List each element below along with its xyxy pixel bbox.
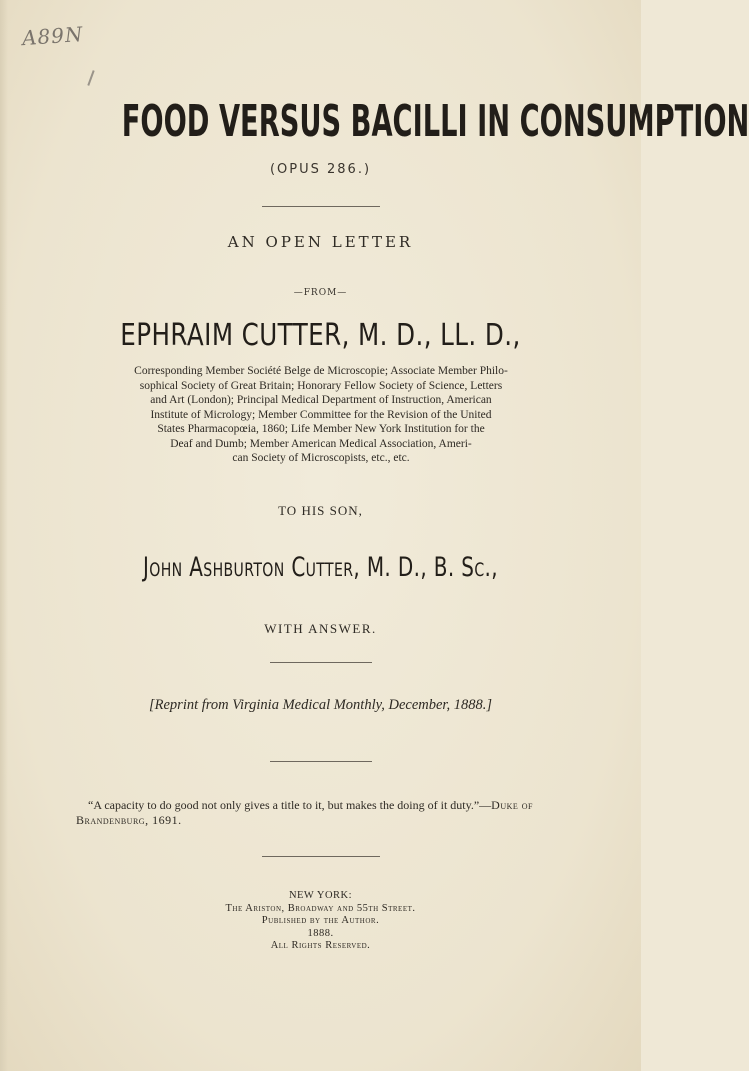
credentials-line: can Society of Microscopists, etc., etc.: [232, 452, 410, 464]
imprint-city: NEW YORK:: [288, 890, 353, 901]
credentials-line: sophical Society of Great Britain; Honorary Fellow Society of Science, Letters: [139, 379, 503, 392]
to-his-son-label: TO HIS SON,: [278, 503, 363, 518]
reprint-note: [Reprint from Virginia Medical Monthly, December, 1888.]: [149, 697, 492, 713]
recipient-name: John Ashburton Cutter, M. D., B. Sc.,: [143, 552, 498, 583]
author-credentials: [108, 364, 534, 466]
imprint-year: 1888.: [307, 927, 334, 939]
subtitle-open-letter: AN OPEN LETTER: [227, 233, 414, 251]
epigraph-quote: [76, 798, 566, 828]
opus-number: (OPUS 286.): [269, 162, 372, 177]
credentials-line: Institute of Micrology; Member Committee for the Revision of the United: [150, 408, 492, 421]
book-title: FOOD VERSUS BACILLI IN CONSUMPTION: [121, 96, 749, 147]
credentials-line: Corresponding Member Société Belge de Microscopie; Associate Member Philo-: [134, 365, 508, 377]
imprint-publisher: Published by the Author.: [261, 915, 380, 926]
handwritten-call-number: A89N: [21, 21, 85, 51]
divider-rule-4: [262, 856, 380, 857]
from-label: —FROM—: [293, 288, 348, 298]
credentials-line: States Pharmacopœia, 1860; Life Member New York Institution for the: [157, 423, 485, 435]
imprint-block: [0, 890, 641, 953]
with-answer-label: WITH ANSWER.: [264, 621, 377, 636]
divider-rule-3: [270, 761, 372, 762]
imprint-rights: All Rights Reserved.: [270, 940, 371, 951]
credentials-line: and Art (London); Principal Medical Department of Instruction, American: [150, 394, 492, 406]
credentials-line: Deaf and Dumb; Member American Medical Association, Ameri-: [170, 437, 472, 450]
imprint-address: The Ariston, Broadway and 55th Street.: [225, 902, 416, 914]
quote-text: “A capacity to do good not only gives a title to it, but makes the doing of it duty.”—: [88, 798, 492, 812]
pencil-mark: [87, 70, 94, 86]
author-name: EPHRAIM CUTTER, M. D., LL. D.,: [120, 318, 521, 353]
divider-rule-1: [262, 206, 380, 207]
divider-rule-2: [270, 662, 372, 663]
quote-attribution: Duke of Brandenburg, 1691.: [76, 798, 533, 827]
